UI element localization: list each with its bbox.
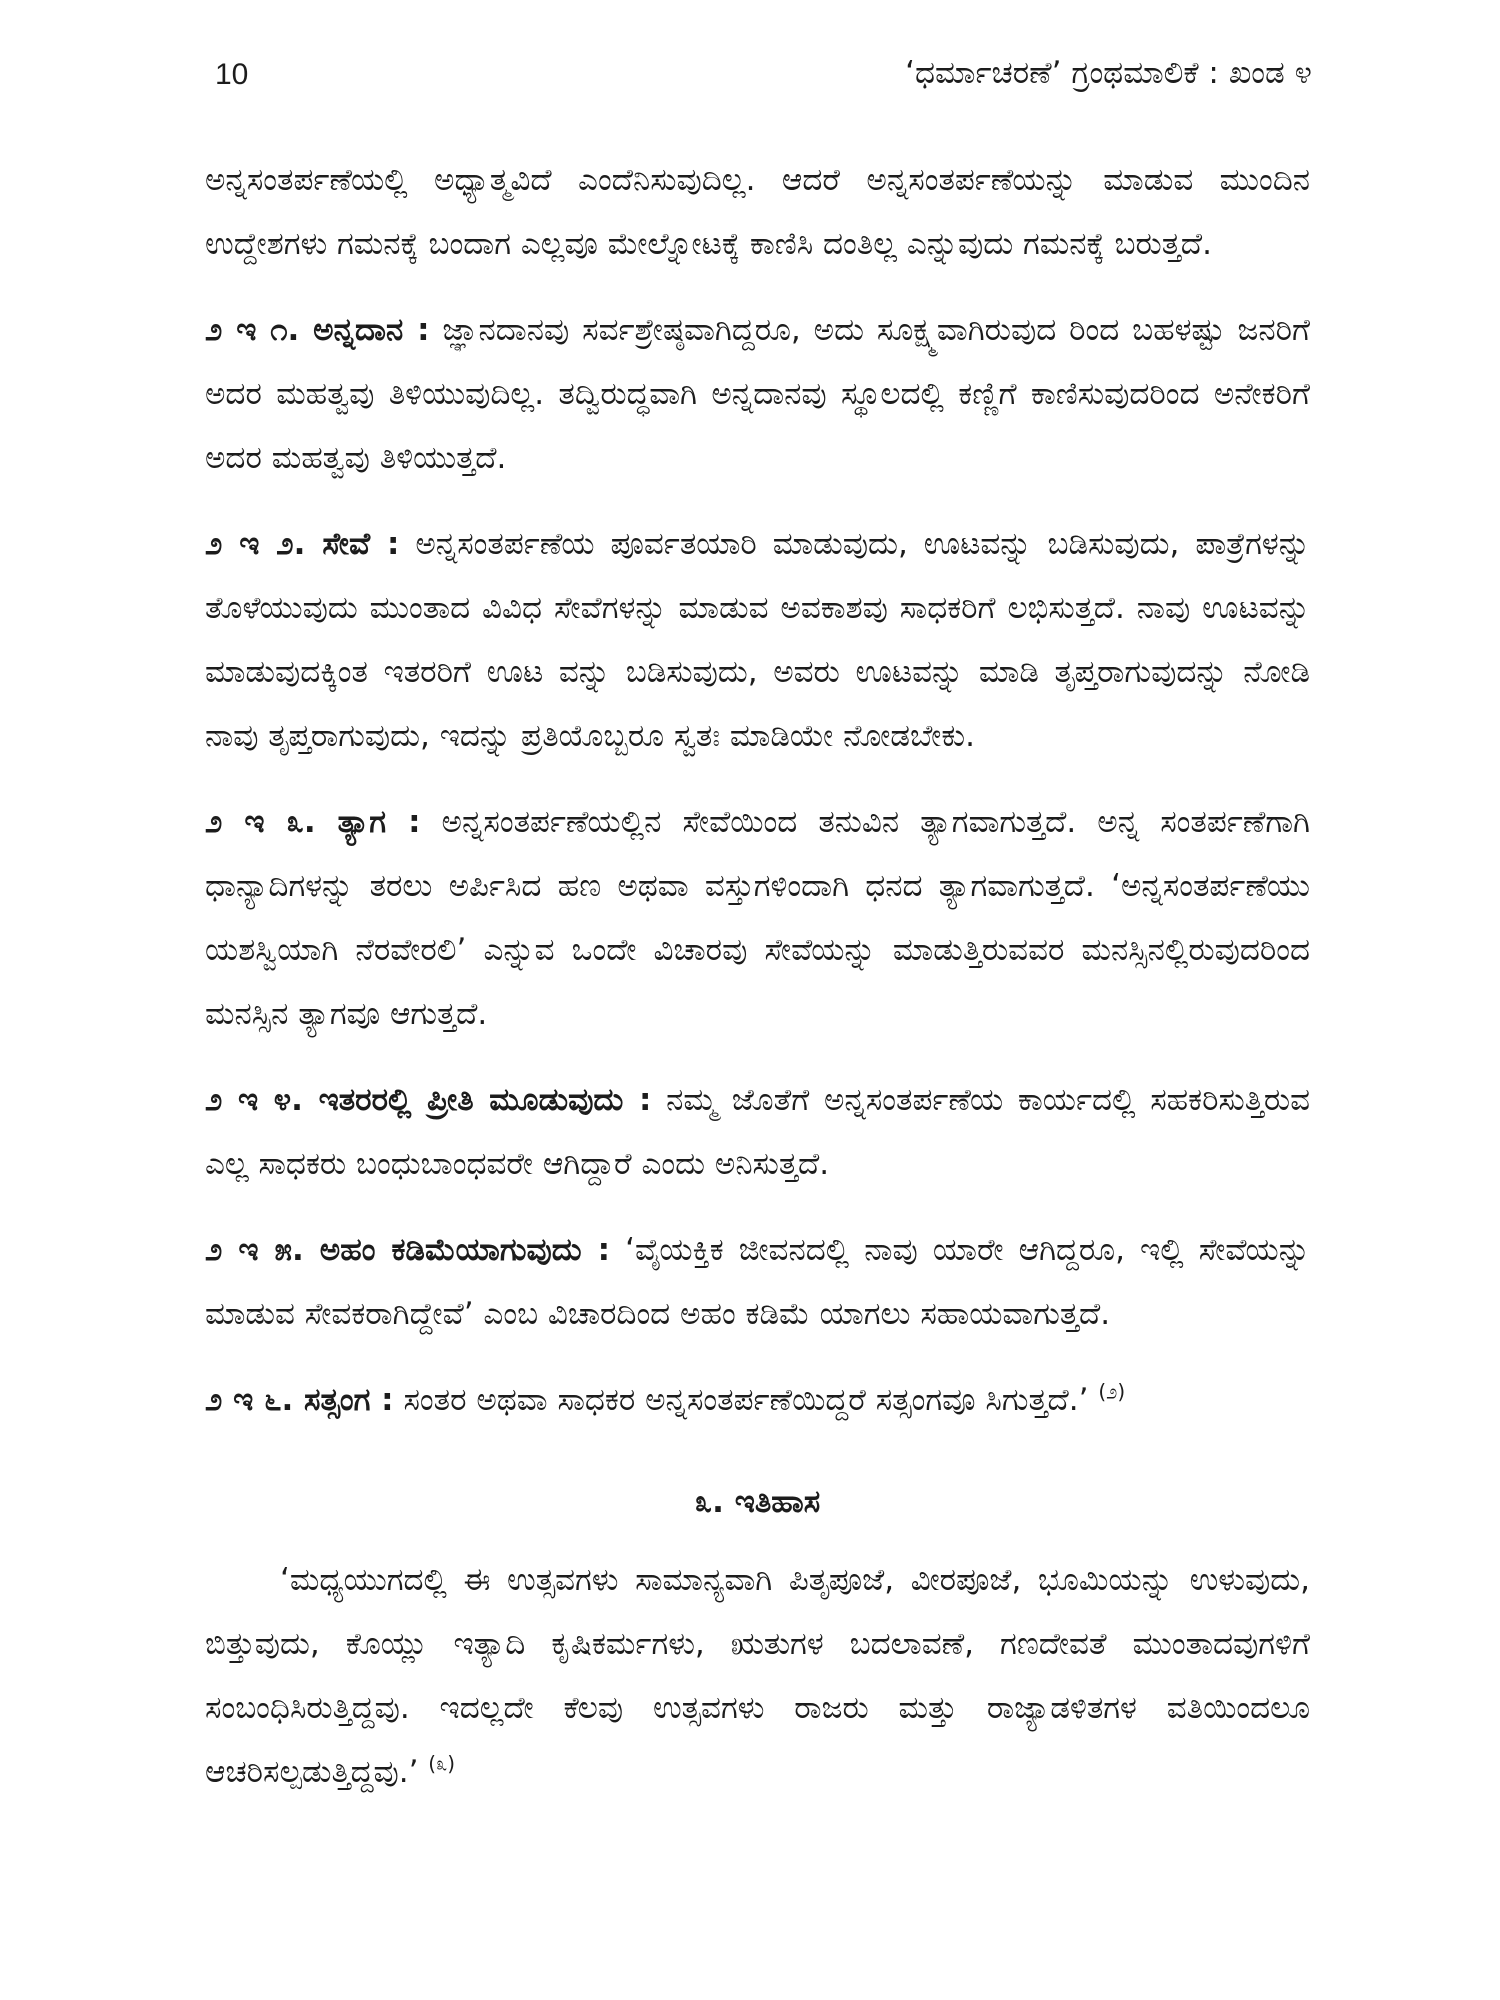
footnote-marker: (೨) xyxy=(1098,1379,1126,1404)
page-body xyxy=(205,148,1310,1826)
paragraph-text: ಅನ್ನಸಂತರ್ಪಣೆಯ ಪೂರ್ವತಯಾರಿ ಮಾಡುವುದು, ಊಟವನ್ನು ಬಡಿಸುವುದು, ಪಾತ್ರೆಗಳನ್ನು ತೊಳೆಯುವುದು ಮುಂತಾದ ವಿವಿಧ ಸೇವೆಗಳನ್ನು ಮಾಡುವ ಅವಕಾಶವು ಸಾಧಕರಿಗೆ ಲಭಿಸುತ್ತದೆ. ನಾವು ಊಟವನ್ನು ಮಾಡುವುದಕ್ಕಿಂತ ಇತರರಿಗೆ ಊಟ ವನ್ನು ಬಡಿಸುವುದು, ಅವರು ಊಟವನ್ನು ಮಾಡಿ ತೃಪ್ತರಾಗುವುದನ್ನು ನೋಡಿ ನಾವು ತೃಪ್ತರಾಗುವುದು, ಇದನ್ನು ಪ್ರತಿಯೊಬ್ಬರೂ ಸ್ವತಃ ಮಾಡಿಯೇ ನೋಡಬೇಕು. xyxy=(205,526,1310,754)
subsection-heading: ೨ ಇ ೨. ಸೇವೆ : xyxy=(205,526,400,562)
paragraph-tyaga xyxy=(205,790,1310,1046)
paragraph-text: ನಮ್ಮ ಜೊತೆಗೆ ಅನ್ನಸಂತರ್ಪಣೆಯ ಕಾರ್ಯದಲ್ಲಿ ಸಹಕರಿಸುತ್ತಿರುವ ಎಲ್ಲ ಸಾಧಕರು ಬಂಧುಬಾಂಧವರೇ ಆಗಿದ್ದಾರೆ ಎಂದು ಅನಿಸುತ್ತದೆ. xyxy=(205,1082,1311,1182)
paragraph-preeti xyxy=(205,1068,1310,1196)
paragraph-annadana xyxy=(205,298,1310,490)
page-number: 10 xyxy=(215,58,249,91)
paragraph-intro xyxy=(205,148,1310,276)
paragraph-text: ಜ್ಞಾನದಾನವು ಸರ್ವಶ್ರೇಷ್ಠವಾಗಿದ್ದರೂ, ಅದು ಸೂಕ್ಷ್ಮವಾಗಿರುವುದ ರಿಂದ ಬಹಳಷ್ಟು ಜನರಿಗೆ ಅದರ ಮಹತ್ವವು ತಿಳಿಯುವುದಿಲ್ಲ. ತದ್ವಿರುದ್ಧವಾಗಿ ಅನ್ನದಾನವು ಸ್ಥೂಲದಲ್ಲಿ ಕಣ್ಣಿಗೆ ಕಾಣಿಸುವುದರಿಂದ ಅನೇಕರಿಗೆ ಅದರ ಮಹತ್ವವು ತಿಳಿಯುತ್ತದೆ. xyxy=(205,312,1310,476)
subsection-heading: ೨ ಇ ೩. ತ್ಯಾಗ : xyxy=(205,804,421,840)
subsection-heading: ೨ ಇ ೧. ಅನ್ನದಾನ : xyxy=(205,312,430,348)
running-header: ‘ಧರ್ಮಾಚರಣೆ’ ಗ್ರಂಥಮಾಲಿಕೆ : ಖಂಡ ೪ xyxy=(905,55,1312,91)
paragraph-seve xyxy=(205,512,1310,768)
paragraph-text: ‘ಮಧ್ಯಯುಗದಲ್ಲಿ ಈ ಉತ್ಸವಗಳು ಸಾಮಾನ್ಯವಾಗಿ ಪಿತೃಪೂಜೆ, ವೀರಪೂಜೆ, ಭೂಮಿಯನ್ನು ಉಳುವುದು, ಬಿತ್ತುವುದು, ಕೊಯ್ಲು ಇತ್ಯಾದಿ ಕೃಷಿಕರ್ಮಗಳು, ಋತುಗಳ ಬದಲಾವಣೆ, ಗಣದೇವತೆ ಮುಂತಾದವುಗಳಿಗೆ ಸಂಬಂಧಿಸಿರುತ್ತಿದ್ದವು. ಇದಲ್ಲದೇ ಕೆಲವು ಉತ್ಸವಗಳು ರಾಜರು ಮತ್ತು ರಾಜ್ಯಾಡಳಿತಗಳ ವತಿಯಿಂದಲೂ ಆಚರಿಸಲ್ಪಡುತ್ತಿದ್ದವು.’ xyxy=(205,1562,1310,1790)
subsection-heading: ೨ ಇ ೫. ಅಹಂ ಕಡಿಮೆಯಾಗುವುದು : xyxy=(205,1232,611,1268)
section-heading: ೩. ಇತಿಹಾಸ xyxy=(694,1484,821,1520)
paragraph-text: ಅನ್ನಸಂತರ್ಪಣೆಯಲ್ಲಿ ಅಧ್ಯಾತ್ಮವಿದೆ ಎಂದೆನಿಸುವುದಿಲ್ಲ. ಆದರೆ ಅನ್ನಸಂತರ್ಪಣೆಯನ್ನು ಮಾಡುವ ಮುಂದಿನ ಉದ್ದೇಶಗಳು ಗಮನಕ್ಕೆ ಬಂದಾಗ ಎಲ್ಲವೂ ಮೇಲ್ನೋಟಕ್ಕೆ ಕಾಣಿಸಿ ದಂತಿಲ್ಲ ಎನ್ನುವುದು ಗಮನಕ್ಕೆ ಬರುತ್ತದೆ. xyxy=(205,162,1310,262)
paragraph-satsanga xyxy=(205,1368,1310,1432)
subsection-heading: ೨ ಇ ೪. ಇತರರಲ್ಲಿ ಪ್ರೀತಿ ಮೂಡುವುದು : xyxy=(205,1082,652,1118)
footnote-marker: (೩) xyxy=(428,1751,456,1776)
paragraph-text: ಅನ್ನಸಂತರ್ಪಣೆಯಲ್ಲಿನ ಸೇವೆಯಿಂದ ತನುವಿನ ತ್ಯಾಗವಾಗುತ್ತದೆ. ಅನ್ನ ಸಂತರ್ಪಣೆಗಾಗಿ ಧಾನ್ಯಾದಿಗಳನ್ನು ತರಲು ಅರ್ಪಿಸಿದ ಹಣ ಅಥವಾ ವಸ್ತುಗಳಿಂದಾಗಿ ಧನದ ತ್ಯಾಗವಾಗುತ್ತದೆ. ‘ಅನ್ನಸಂತರ್ಪಣೆಯು ಯಶಸ್ವಿಯಾಗಿ ನೆರವೇರಲಿ’ ಎನ್ನುವ ಒಂದೇ ವಿಚಾರವು ಸೇವೆಯನ್ನು ಮಾಡುತ್ತಿರುವವರ ಮನಸ್ಸಿನಲ್ಲಿರುವುದರಿಂದ ಮನಸ್ಸಿನ ತ್ಯಾಗವೂ ಆಗುತ್ತದೆ. xyxy=(205,804,1310,1032)
paragraph-text: ಸಂತರ ಅಥವಾ ಸಾಧಕರ ಅನ್ನಸಂತರ್ಪಣೆಯಿದ್ದರೆ ಸತ್ಸಂಗವೂ ಸಿಗುತ್ತದೆ.’ xyxy=(403,1382,1089,1418)
subsection-heading: ೨ ಇ ೬. ಸತ್ಸಂಗ : xyxy=(205,1382,394,1418)
paragraph-history xyxy=(205,1548,1310,1804)
paragraph-text: ‘ವೈಯಕ್ತಿಕ ಜೀವನದಲ್ಲಿ ನಾವು ಯಾರೇ ಆಗಿದ್ದರೂ, ಇಲ್ಲಿ ಸೇವೆಯನ್ನು ಮಾಡುವ ಸೇವಕರಾಗಿದ್ದೇವೆ’ ಎಂಬ ವಿಚಾರದಿಂದ ಅಹಂ ಕಡಿಮೆ ಯಾಗಲು ಸಹಾಯವಾಗುತ್ತದೆ. xyxy=(205,1232,1310,1332)
paragraph-aham xyxy=(205,1218,1310,1346)
